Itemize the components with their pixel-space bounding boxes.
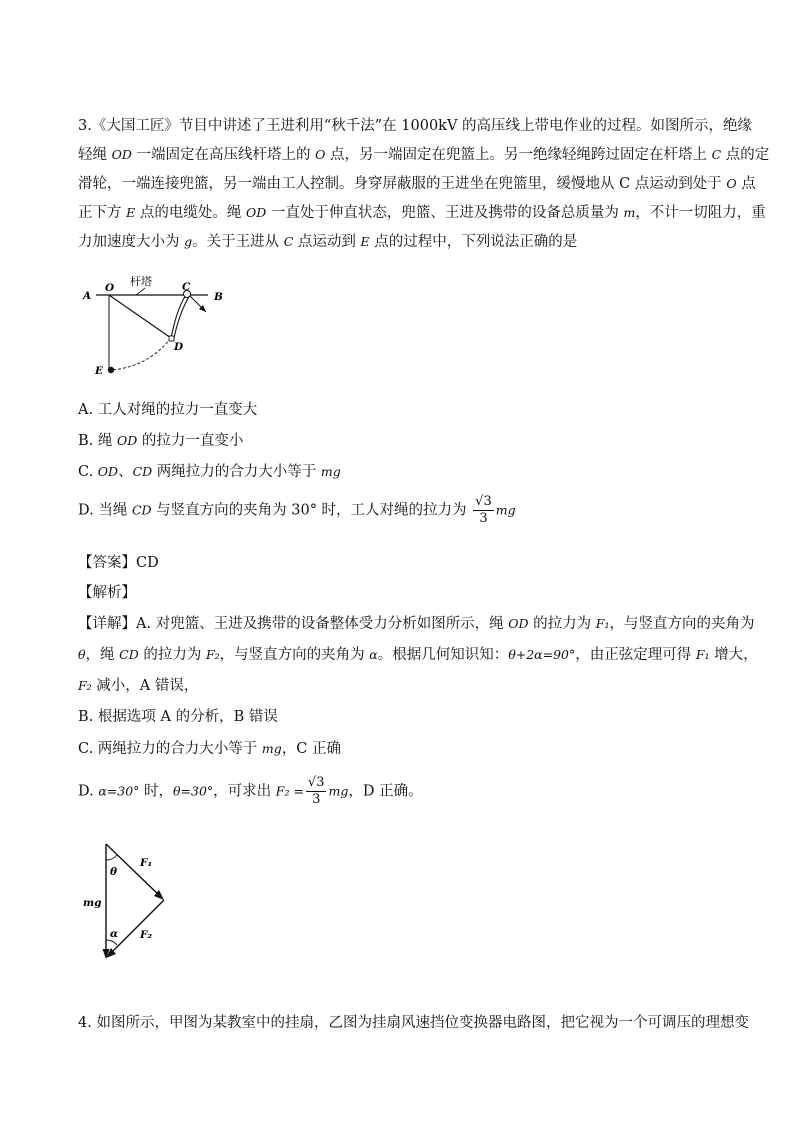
text: B. 根据选项 A 的分析，B 错误 [78,709,278,725]
var-F2: F₂ [78,678,92,693]
text: ，绳 [85,647,120,663]
var-OD: OD [97,464,119,479]
point-E [108,367,114,373]
answer-line [78,551,159,572]
label-D: D [174,341,184,353]
fraction-denominator: 3 [479,511,488,526]
label-F2: F₂ [140,929,153,941]
theta-arc [106,855,117,860]
text: 【详解】A. 对兜篮、王进及携带的设备整体受力分析如图所示，绳 [78,616,509,632]
text: 点的定 [721,147,770,163]
text: 点运动到 [293,234,361,250]
text: 滑轮，一端连接兜篮，另一端由工人控制。身穿屏蔽服的王进坐在兜篮里，缓慢地从 C 点运动到处于 [78,176,727,192]
text: ，不计一切阻力，重 [635,205,766,221]
rope-OD [109,295,171,338]
var-alpha: α [369,647,378,662]
var-alpha-eq: α=30° [98,783,140,799]
option-d [78,494,516,527]
text: 、 [118,464,133,480]
label-E: E [95,365,104,377]
q4-stem-text-1: 4. 如图所示，甲图为某教室中的挂扇，乙图为挂扇风速挡位变换器电路图，把它视为一个可调压的理想变 [78,1015,749,1031]
fraction-sqrt3-over-3 [306,775,327,808]
label-B: B [214,291,223,303]
var-CD: CD [132,464,153,479]
alpha-arc [106,940,117,945]
var-C: C [711,147,722,162]
fraction-numerator: √3 [307,775,325,790]
text: 。根据几何知识知： [377,647,509,663]
label-C: C [182,281,191,293]
rope-CD-1 [171,295,186,338]
var-g: g [184,234,193,249]
text: ，与竖直方向的夹角为 [219,647,370,663]
q3-stem-line-4 [78,201,766,222]
q4-stem-line-1 [78,1011,749,1032]
var-C: C [283,234,294,249]
text: 的拉力为 [138,647,206,663]
var-OD: OD [245,205,267,220]
var-F1: F₁ [695,647,710,662]
text: C. [78,464,98,480]
text: 的拉力一直变小 [137,433,244,449]
var-theta-eq: θ=30° [173,783,214,799]
var-F2-eq: F₂ = [275,783,304,799]
detail-line-3 [78,674,198,695]
text: 点，另一端固定在兜篮上。另一绝缘轻绳跨过固定在杆塔上 [325,147,712,163]
text: ，C 正确 [281,741,341,757]
var-m: m [623,205,636,220]
label-A: A [83,290,92,302]
q3-stem-line-3 [78,172,756,193]
tower-label: 杆塔 [130,275,152,288]
text: 的拉力为 [528,616,596,632]
text: 一端固定在高压线杆塔上的 [131,147,316,163]
text: 点 [736,176,756,192]
text: 减小，A 错误， [91,678,199,694]
text: 力加速度大小为 [78,234,185,250]
text: C. 两绳拉力的合力大小等于 [78,741,262,757]
var-theta: θ [78,647,86,662]
fraction-numerator: √3 [475,494,492,509]
var-O: O [315,147,326,162]
text: 正下方 [78,205,127,221]
answer-text: 【答案】CD [78,555,159,571]
detail-c [78,737,341,758]
q3-stem-line-2 [78,143,769,164]
text: 一直处于伸直状态，兜篮、王进及携带的设备总质量为 [266,205,624,221]
label-F1: F₁ [140,857,153,869]
q3-stem-line-1 [78,114,752,135]
analysis-text: 【解析】 [78,585,136,601]
var-O: O [726,176,737,191]
label-O: O [105,282,115,294]
text: 两绳拉力的合力大小等于 [152,464,321,480]
var-F2: F₂ [205,647,220,662]
text: 轻绳 [78,147,112,163]
var-CD: CD [119,647,139,662]
label-mg: mg [83,897,102,909]
q3-stem-text-1: 3.《大国工匠》节目中讲述了王进利用“秋千法”在 1000kV 的高压线上带电作业的过程。如图所示，绝缘 [78,118,753,134]
text: 与竖直方向的夹角为 30° 时，工人对绳的拉力为 [151,502,472,519]
text: 点的电缆处。绳 [135,205,246,221]
arc-DE [111,338,171,370]
option-b [78,429,243,450]
label-leader [136,288,145,295]
var-mg: mg [495,502,516,518]
var-mg: mg [261,741,282,756]
detail-b [78,705,278,726]
var-E: E [360,234,370,249]
text: D. [78,783,99,800]
text: 时， [139,783,174,800]
var-mg: mg [328,783,349,799]
detail-d [78,775,423,808]
option-a-text: A. 工人对绳的拉力一直变大 [78,402,258,418]
var-OD: OD [508,616,529,631]
label-theta: θ [110,866,118,878]
detail-line-2 [78,643,758,664]
text: ，可求出 [213,783,276,800]
var-E: E [126,205,136,220]
text: 增大， [709,647,758,663]
text: ，由正弦定理可得 [575,647,696,663]
fraction-sqrt3-over-3 [473,494,494,527]
equation: θ+2α=90° [508,647,576,662]
option-c [78,460,341,481]
fraction-denominator: 3 [312,792,321,807]
var-OD: OD [111,147,132,162]
text: ，与竖直方向的夹角为 [609,616,755,632]
var-OD: OD [116,433,138,448]
option-a [78,398,257,419]
text: 。关于王进从 [192,234,284,250]
tower-swing-figure [78,272,248,382]
force-triangle-figure [78,838,188,968]
var-mg: mg [320,464,341,479]
var-F1: F₁ [595,616,610,631]
var-CD: CD [131,502,152,518]
text: 点的过程中，下列说法正确的是 [369,234,578,250]
analysis-heading [78,581,136,602]
q3-stem-line-5 [78,230,577,251]
text: B. 绳 [78,433,117,449]
text: D. 当绳 [78,502,132,519]
label-alpha: α [110,928,119,940]
text: ，D 正确。 [348,783,423,800]
detail-line-1 [78,612,754,633]
